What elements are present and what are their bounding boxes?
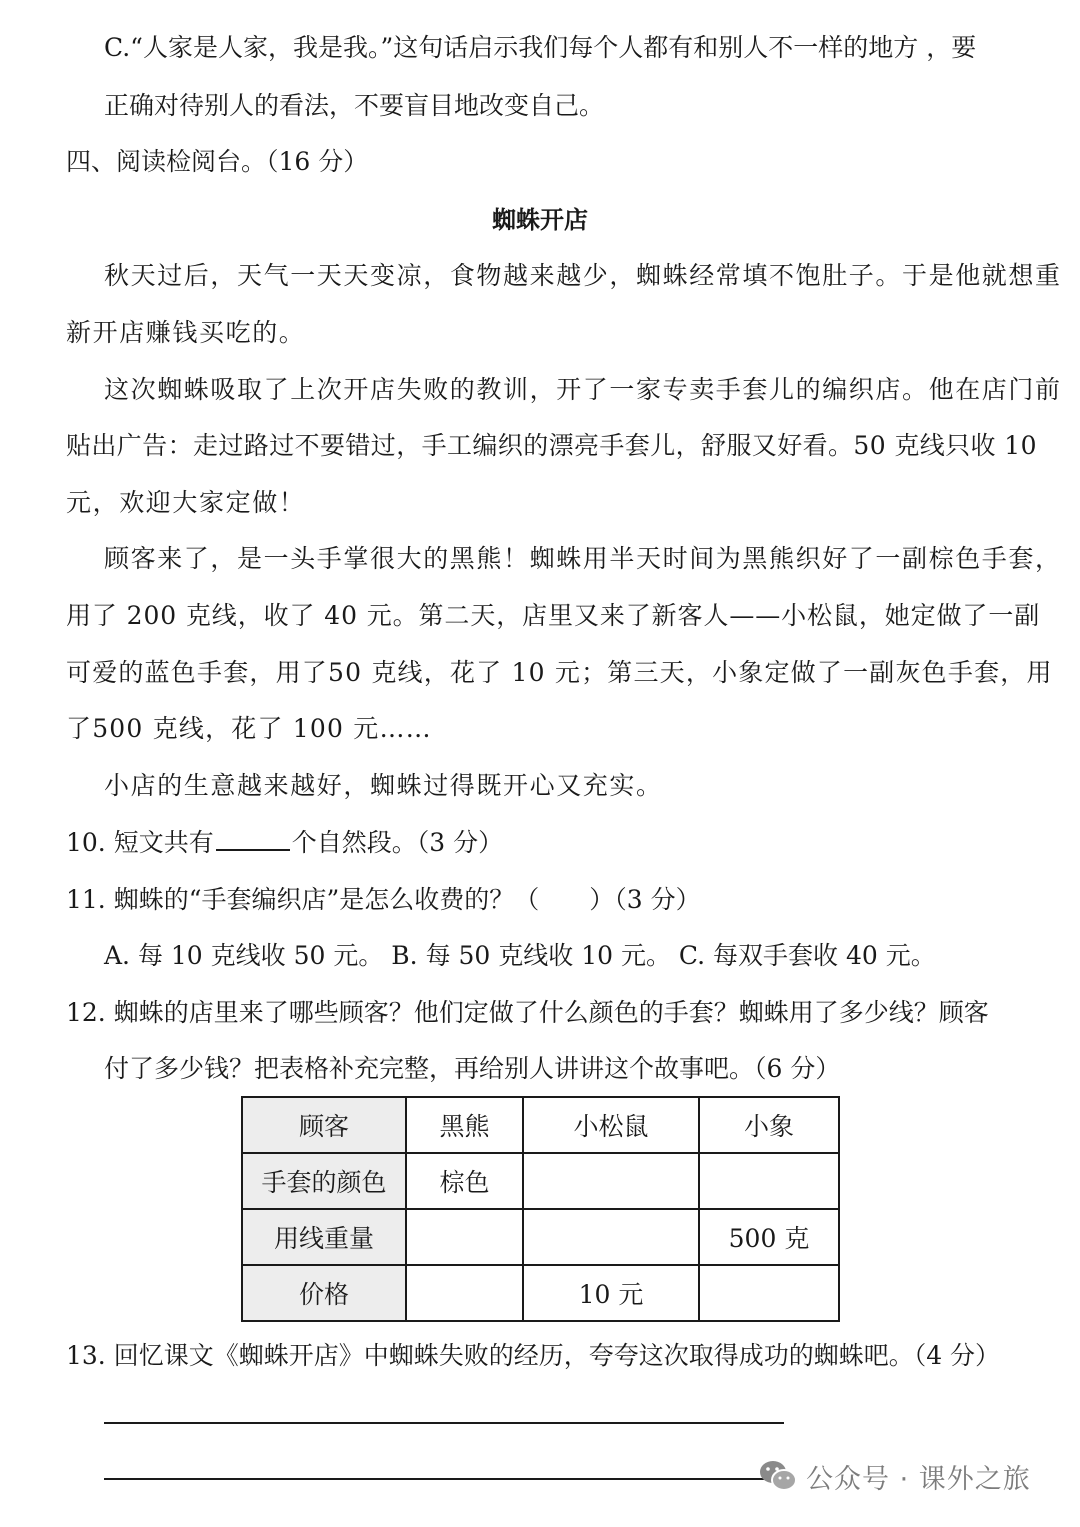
table-row	[242, 1097, 839, 1153]
option-c-line2: 正确对待别人的看法，不要盲目地改变自己。	[104, 91, 605, 120]
question-12-line1: 12. 蜘蛛的店里来了哪些顾客？他们定做了什么颜色的手套？蜘蛛用了多少线？顾客	[66, 998, 989, 1027]
question-11: 11. 蜘蛛的“手套编织店”是怎么收费的？（ ）（3 分）	[66, 885, 701, 914]
paragraph-4-line1: 小店的生意越来越好，蜘蛛过得既开心又充实。	[104, 771, 663, 800]
question-10-answer-blank[interactable]	[216, 825, 290, 851]
passage-title: 蜘蛛开店	[492, 206, 588, 234]
table-cell-blank[interactable]	[523, 1209, 699, 1265]
question-13: 13. 回忆课文《蜘蛛开店》中蜘蛛失败的经历，夸夸这次取得成功的蜘蛛吧。（4 分）	[66, 1341, 1001, 1370]
paragraph-3-line3: 可爱的蓝色手套，用了50 克线，花了 10 元；第三天，小象定做了一副灰色手套，用	[66, 658, 1053, 687]
table-cell: 棕色	[406, 1153, 523, 1209]
answer-table	[241, 1096, 840, 1322]
table-row	[242, 1209, 839, 1265]
answer-line-2[interactable]	[104, 1478, 764, 1480]
paragraph-3-line1: 顾客来了，是一头手掌很大的黑熊！蜘蛛用半天时间为黑熊织好了一副棕色手套，	[104, 544, 1062, 573]
paragraph-3-line4: 了500 克线，花了 100 元……	[66, 714, 432, 743]
table-cell-blank[interactable]	[406, 1265, 523, 1321]
paragraph-3-line2: 用了 200 克线，收了 40 元。第二天，店里又来了新客人——小松鼠，她定做了一副	[66, 601, 1041, 630]
wechat-icon	[758, 1458, 798, 1494]
table-cell: 10 元	[523, 1265, 699, 1321]
table-header-cell: 用线重量	[242, 1209, 406, 1265]
table-cell-blank[interactable]	[406, 1209, 523, 1265]
table-cell-blank[interactable]	[699, 1265, 839, 1321]
question-11-options: A. 每 10 克线收 50 元。 B. 每 50 克线收 10 元。 C. 每双手套收 40 元。	[104, 941, 936, 970]
section-heading: 四、阅读检阅台。（16 分）	[66, 147, 369, 176]
question-10	[66, 825, 503, 861]
option-c-line1: C.“人家是人家，我是我。”这句话启示我们每个人都有和别人不一样的地方 ，要	[104, 33, 977, 62]
paragraph-2-line2: 贴出广告：走过路过不要错过，手工编织的漂亮手套儿，舒服又好看。50 克线只收 10	[66, 431, 1037, 460]
table-header-cell: 顾客	[242, 1097, 406, 1153]
table-cell: 黑熊	[406, 1097, 523, 1153]
table-cell: 小松鼠	[523, 1097, 699, 1153]
table-header-cell: 手套的颜色	[242, 1153, 406, 1209]
question-10-text-a: 10. 短文共有	[66, 828, 214, 857]
paragraph-1-line1: 秋天过后，天气一天天变凉，食物越来越少，蜘蛛经常填不饱肚子。于是他就想重	[104, 261, 1062, 290]
question-10-text-b: 个自然段。（3 分）	[291, 828, 504, 857]
paragraph-1-line2: 新开店赚钱买吃的。	[66, 318, 306, 347]
paragraph-2-line3: 元，欢迎大家定做！	[66, 488, 306, 517]
table-cell: 500 克	[699, 1209, 839, 1265]
paragraph-2-line1: 这次蜘蛛吸取了上次开店失败的教训，开了一家专卖手套儿的编织店。他在店门前	[104, 375, 1062, 404]
table-cell-blank[interactable]	[523, 1153, 699, 1209]
table-cell-blank[interactable]	[699, 1153, 839, 1209]
question-12-line2: 付了多少钱？把表格补充完整，再给别人讲讲这个故事吧。（6 分）	[104, 1054, 841, 1083]
table-header-cell: 价格	[242, 1265, 406, 1321]
watermark-text: 公众号 · 课外之旅	[806, 1463, 1031, 1495]
answer-line-1[interactable]	[104, 1422, 784, 1424]
table-row	[242, 1153, 839, 1209]
table-cell: 小象	[699, 1097, 839, 1153]
table-row	[242, 1265, 839, 1321]
watermark	[758, 1456, 1031, 1496]
